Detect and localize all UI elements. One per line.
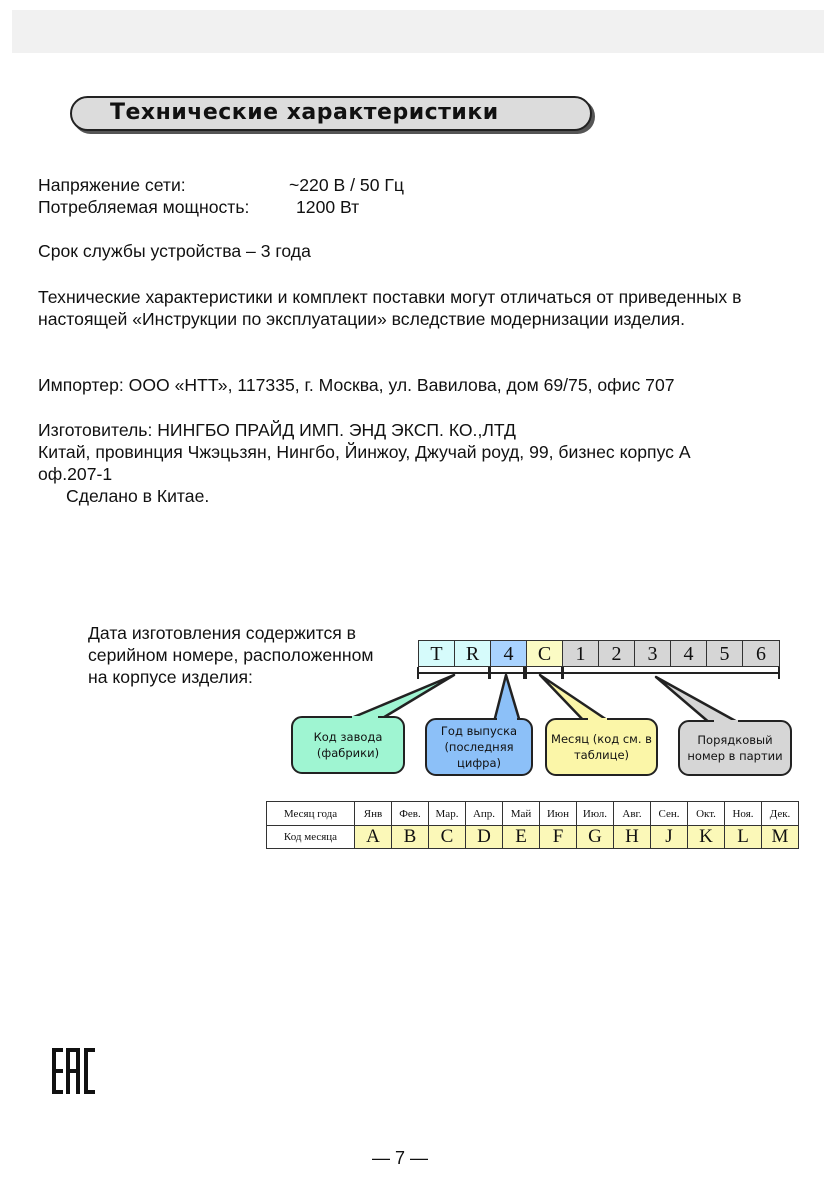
importer: Импортер: ООО «НТТ», 117335, г. Москва, ул. Вавилова, дом 69/75, офис 707: [38, 375, 675, 395]
code-cell: K: [688, 826, 725, 849]
serial-char: 5: [707, 641, 743, 666]
month-bracket: [526, 667, 562, 679]
serial-char: 1: [563, 641, 599, 666]
serial-char: 2: [599, 641, 635, 666]
month-cell: Июн: [540, 802, 577, 826]
month-cell: Янв: [355, 802, 392, 826]
manufacturer-name: Изготовитель: НИНГБО ПРАЙД ИМП. ЭНД ЭКСП. КО.,ЛТД: [38, 420, 516, 440]
serial-char: 6: [743, 641, 779, 666]
factory-code-bubble: Код завода (фабрики): [291, 716, 405, 774]
code-cell: C: [429, 826, 466, 849]
made-in: Сделано в Китае.: [66, 486, 210, 506]
serial-bubble: Порядковый номер в партии: [678, 720, 792, 776]
serial-char: 3: [635, 641, 671, 666]
code-cell: L: [725, 826, 762, 849]
serial-char: 4: [671, 641, 707, 666]
month-code-table: [266, 801, 799, 849]
page-number: [0, 1148, 800, 1169]
eac-logo: [52, 1048, 96, 1094]
month-cell: Авг.: [614, 802, 651, 826]
month-pointer: [540, 675, 610, 722]
serial-char: C: [527, 641, 563, 666]
manufacturer-address: Китай, провинция Чжэцьзян, Нингбо, Йинжоу, Джучай роуд, 99, бизнес корпус А: [38, 442, 691, 462]
dash-left: —: [371, 1148, 395, 1168]
section-title: Технические характеристики: [70, 96, 592, 131]
voltage-label: Напряжение сети:: [38, 175, 186, 195]
month-cell: Мар.: [429, 802, 466, 826]
year-bubble: Год выпуска (последняя цифра): [425, 718, 533, 776]
page-number-value: 7: [394, 1148, 405, 1168]
code-cell: D: [466, 826, 503, 849]
month-cell: Дек.: [762, 802, 799, 826]
year-pointer: [494, 675, 520, 722]
serial-number-box: [418, 640, 780, 667]
serial-char: 4: [491, 641, 527, 666]
month-row-header: Месяц года: [267, 802, 355, 826]
code-row-header: Код месяца: [267, 826, 355, 849]
code-cell: H: [614, 826, 651, 849]
date-intro: Дата изготовления содержится в серийном номере, расположенном на корпусе изделия:: [88, 623, 374, 687]
code-cell: E: [503, 826, 540, 849]
code-cell: J: [651, 826, 688, 849]
month-cell: Май: [503, 802, 540, 826]
month-cell: Ноя.: [725, 802, 762, 826]
code-cell: M: [762, 826, 799, 849]
month-cell: Сен.: [651, 802, 688, 826]
code-cell: G: [577, 826, 614, 849]
power-value: 1200 Вт: [296, 197, 360, 217]
voltage-value: ~220 В / 50 Гц: [289, 175, 404, 195]
service-life: Срок службы устройства – 3 года: [38, 241, 311, 261]
dash-right: —: [405, 1148, 429, 1168]
code-cell: B: [392, 826, 429, 849]
top-band: [12, 10, 824, 53]
month-bubble: Месяц (код см. в таблице): [545, 718, 658, 776]
serial-bracket: [563, 667, 779, 679]
power-label: Потребляемая мощность:: [38, 197, 250, 217]
month-cell: Апр.: [466, 802, 503, 826]
manufacturer-office: оф.207-1: [38, 464, 113, 484]
month-cell: Окт.: [688, 802, 725, 826]
month-cell: Июл.: [577, 802, 614, 826]
serial-pointer: [656, 677, 741, 724]
month-cell: Фев.: [392, 802, 429, 826]
code-cell: F: [540, 826, 577, 849]
serial-char: R: [455, 641, 491, 666]
disclaimer: Технические характеристики и комплект поставки могут отличаться от приведенных в настоящей «Инструкции по эксплуатации» вследствие модернизации изделия.: [38, 287, 742, 329]
year-bracket: [490, 667, 524, 679]
factory-bracket: [418, 667, 489, 679]
code-cell: A: [355, 826, 392, 849]
serial-char: T: [419, 641, 455, 666]
